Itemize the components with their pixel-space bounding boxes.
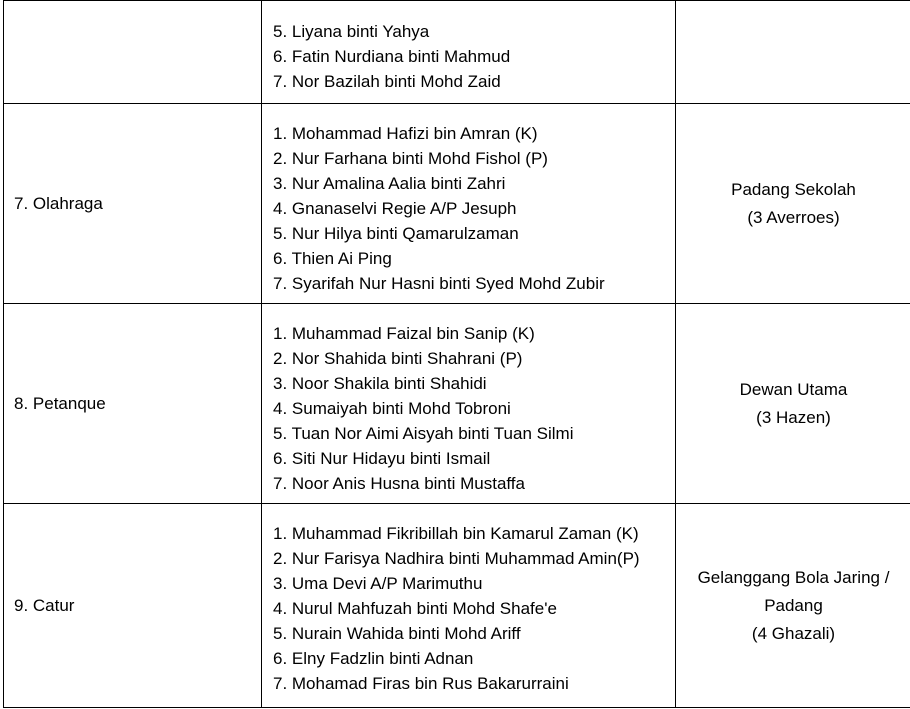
member-item: 7. Mohamad Firas bin Rus Bakarurraini <box>273 674 569 693</box>
member-item: 2. Nor Shahida binti Shahrani (P) <box>273 348 523 368</box>
member-item: 1. Muhammad Fikribillah bin Kamarul Zaman (K) <box>273 524 639 543</box>
member-list <box>262 312 675 496</box>
activity-cell <box>4 504 262 708</box>
member-item: 7. Syarifah Nur Hasni binti Syed Mohd Zubir <box>273 273 605 293</box>
member-item: 3. Uma Devi A/P Marimuthu <box>273 574 483 593</box>
activity-cell <box>4 104 262 304</box>
members-cell <box>262 104 676 304</box>
venue-line: Padang Sekolah <box>731 179 856 199</box>
activity-label: 7. Olahraga <box>14 193 103 213</box>
member-item: 3. Nur Amalina Aalia binti Zahri <box>273 173 506 193</box>
venue-line: Padang <box>764 595 823 615</box>
venue-line: (3 Averroes) <box>747 207 840 227</box>
committee-table <box>3 0 910 708</box>
member-item: 6. Siti Nur Hidayu binti Ismail <box>273 448 491 468</box>
member-item: 2. Nur Farhana binti Mohd Fishol (P) <box>273 148 548 168</box>
member-item: 1. Mohammad Hafizi bin Amran (K) <box>273 123 538 143</box>
member-item: 1. Muhammad Faizal bin Sanip (K) <box>273 323 535 343</box>
member-item: 6. Elny Fadzlin binti Adnan <box>273 649 474 668</box>
member-item: 6. Thien Ai Ping <box>273 248 392 268</box>
member-item: 4. Sumaiyah binti Mohd Tobroni <box>273 398 511 418</box>
activity-cell <box>4 304 262 504</box>
venue-cell <box>676 1 910 104</box>
members-cell <box>262 304 676 504</box>
venue-line: Dewan Utama <box>739 379 848 399</box>
member-item: 5. Liyana binti Yahya <box>273 21 430 41</box>
member-item: 2. Nur Farisya Nadhira binti Muhammad Amin(P) <box>273 549 640 568</box>
activity-label: 8. Petanque <box>14 393 106 413</box>
member-item: 7. Noor Anis Husna binti Mustaffa <box>273 473 525 493</box>
venue-line: (4 Ghazali) <box>751 623 836 643</box>
member-item: 5. Nurain Wahida binti Mohd Ariff <box>273 624 521 643</box>
member-item: 5. Tuan Nor Aimi Aisyah binti Tuan Silmi <box>273 423 574 443</box>
activity-cell <box>4 1 262 104</box>
member-list <box>262 112 675 296</box>
member-item: 6. Fatin Nurdiana binti Mahmud <box>273 46 511 66</box>
member-list <box>262 11 675 94</box>
table-row <box>4 1 910 104</box>
member-item: 4. Nurul Mahfuzah binti Mohd Shafe'e <box>273 599 557 618</box>
table-row <box>4 104 910 304</box>
members-cell <box>262 504 676 708</box>
venue-cell <box>676 304 910 504</box>
venue-cell <box>676 504 910 708</box>
members-cell <box>262 1 676 104</box>
member-list <box>262 515 675 696</box>
table-row <box>4 504 910 708</box>
member-item: 3. Noor Shakila binti Shahidi <box>273 373 487 393</box>
table-row <box>4 304 910 504</box>
member-item: 7. Nor Bazilah binti Mohd Zaid <box>273 71 501 91</box>
venue-line: Gelanggang Bola Jaring / <box>697 567 890 587</box>
member-item: 4. Gnanaselvi Regie A/P Jesuph <box>273 198 517 218</box>
venue-cell <box>676 104 910 304</box>
venue-line: (3 Hazen) <box>756 407 831 427</box>
member-item: 5. Nur Hilya binti Qamarulzaman <box>273 223 519 243</box>
activity-label: 9. Catur <box>14 595 75 615</box>
